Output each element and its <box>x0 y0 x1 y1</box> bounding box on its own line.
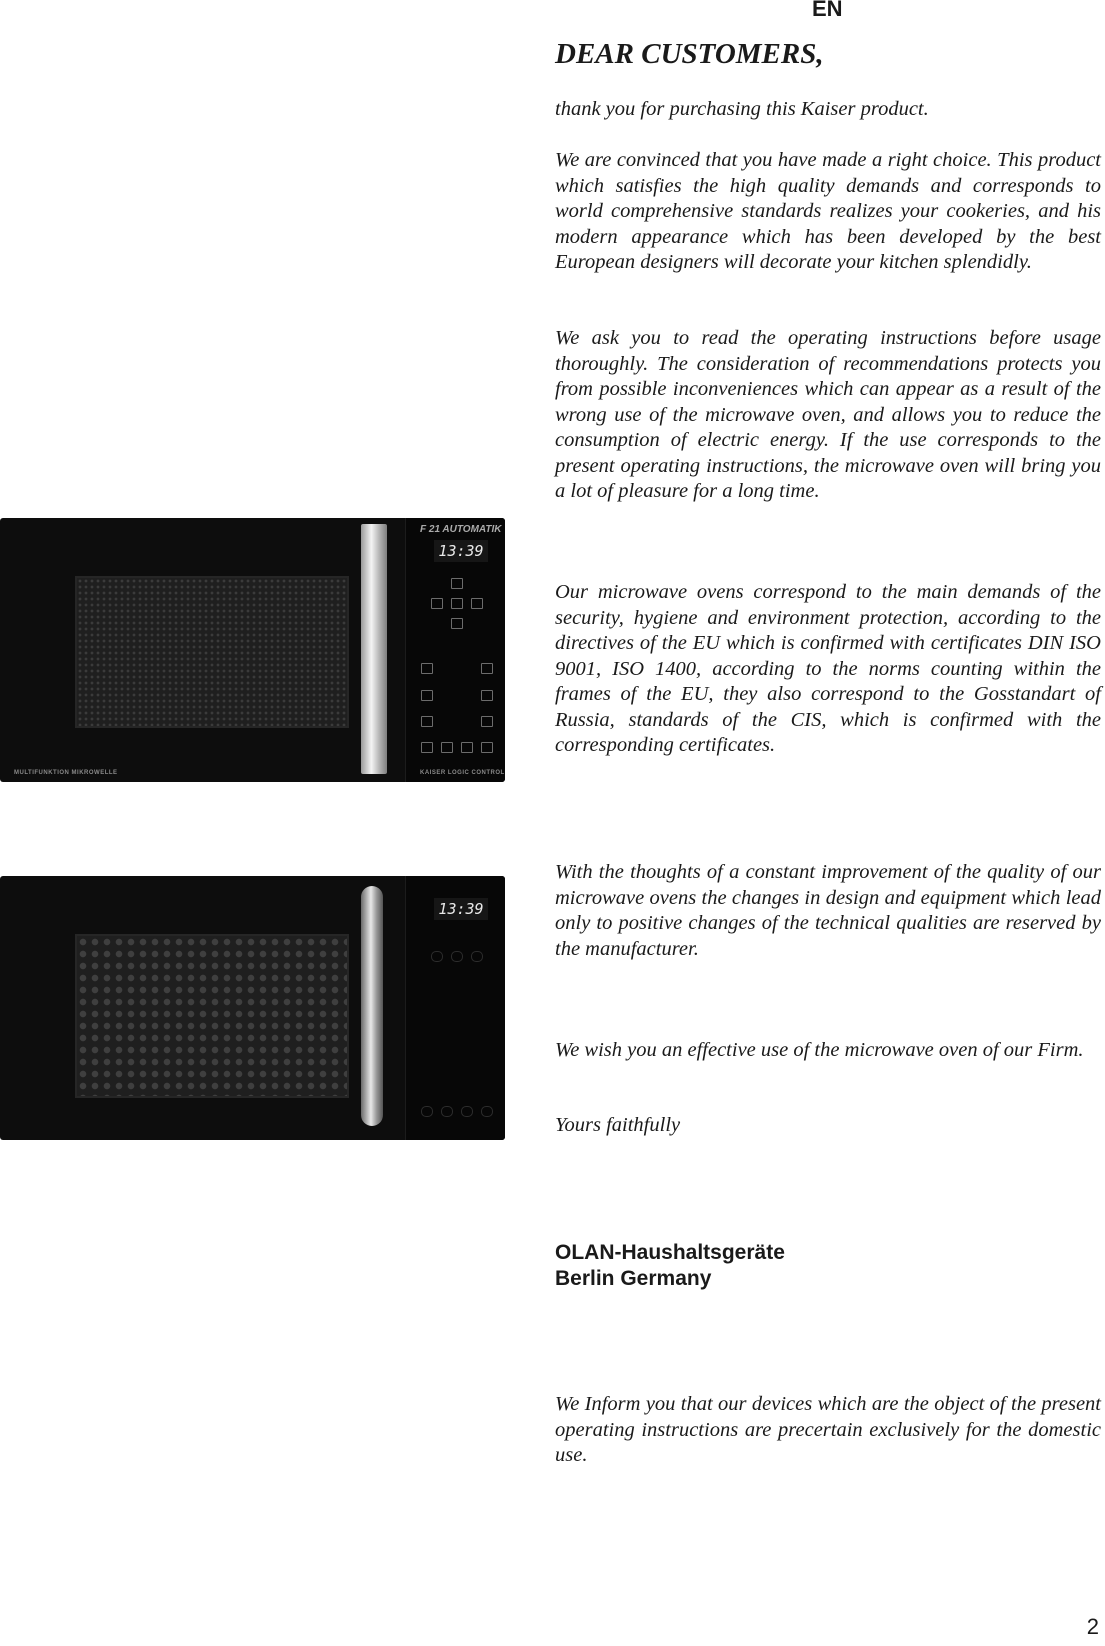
panel-button <box>451 951 463 962</box>
panel-button <box>421 690 433 701</box>
paragraph-domestic-use: We Inform you that our devices which are the object of the present operating instructions are precertain exclusively for the domestic use. <box>555 1393 1101 1466</box>
page-number: 2 <box>1086 1614 1099 1639</box>
paragraph-closing: Yours faithfully <box>555 1114 681 1136</box>
door-handle <box>361 524 387 774</box>
door-handle <box>361 886 383 1126</box>
company-location: Berlin Germany <box>555 1267 712 1290</box>
paragraph-standards: Our microwave ovens correspond to the main demands of the security, hygiene and environment protection, according to the directives of the EU which is confirmed with certificates DIN ISO 9001, ISO 1400, according to the norms counting within the frames of the EU, they also correspond to the Gosstandart of Russia, standards of the CIS, which is confirmed with the corresponding certificates. <box>555 581 1101 756</box>
panel-button <box>481 690 493 701</box>
panel-button <box>421 716 433 727</box>
panel-button <box>481 716 493 727</box>
panel-button <box>451 618 463 629</box>
oven-caption-left: MULTIFUNKTION MIKROWELLE <box>14 770 118 776</box>
panel-button <box>481 663 493 674</box>
panel-button <box>461 1106 473 1117</box>
control-panel <box>405 518 505 782</box>
door-window <box>75 934 349 1098</box>
panel-button <box>421 742 433 753</box>
panel-button <box>431 598 443 609</box>
paragraph-thanks: thank you for purchasing this Kaiser product. <box>555 98 929 120</box>
microwave-photo-2 <box>0 876 505 1140</box>
panel-button <box>481 742 493 753</box>
panel-button <box>421 663 433 674</box>
paragraph-improvement: With the thoughts of a constant improvement of the quality of our microwave ovens the changes in design and equipment which lead only to positive changes of the technical qualities are reserved by the manufacturer. <box>555 861 1101 960</box>
paragraph-choice: We are convinced that you have made a right choice. This product which satisfies the high quality demands and corresponds to world comprehensive standards realizes your cookeries, and his modern appearance which has been developed by the best European designers will decorate your kitchen splendidly. <box>555 149 1101 273</box>
panel-button <box>441 1106 453 1117</box>
company-name: OLAN-Haushaltsgeräte <box>555 1241 785 1264</box>
door-window <box>75 576 349 728</box>
control-panel <box>405 876 505 1140</box>
microwave-photo-1 <box>0 518 505 782</box>
oven-caption-right: KAISER LOGIC CONTROL <box>420 770 505 776</box>
paragraph-instructions: We ask you to read the operating instructions before usage thoroughly. The consideration of recommendations protects you from possible inconveniences which can appear as a result of the wrong use of the microwave oven, and allows you to reduce the consumption of electric energy. If the use corresponds to the present operating instructions, the microwave oven will bring you a lot of pleasure for a long time. <box>555 327 1101 502</box>
panel-button <box>461 742 473 753</box>
panel-button <box>421 1106 433 1117</box>
clock-display: 13:39 <box>434 898 488 920</box>
panel-button <box>471 951 483 962</box>
clock-display: 13:39 <box>434 540 488 562</box>
model-label: F 21 AUTOMATIK <box>420 524 502 535</box>
paragraph-wish: We wish you an effective use of the microwave oven of our Firm. <box>555 1039 1084 1061</box>
page-heading: DEAR CUSTOMERS, <box>555 38 824 70</box>
panel-button <box>441 742 453 753</box>
language-label: EN <box>812 0 843 21</box>
panel-button <box>481 1106 493 1117</box>
panel-button <box>471 598 483 609</box>
panel-button <box>451 598 463 609</box>
panel-button <box>431 951 443 962</box>
panel-button <box>451 578 463 589</box>
